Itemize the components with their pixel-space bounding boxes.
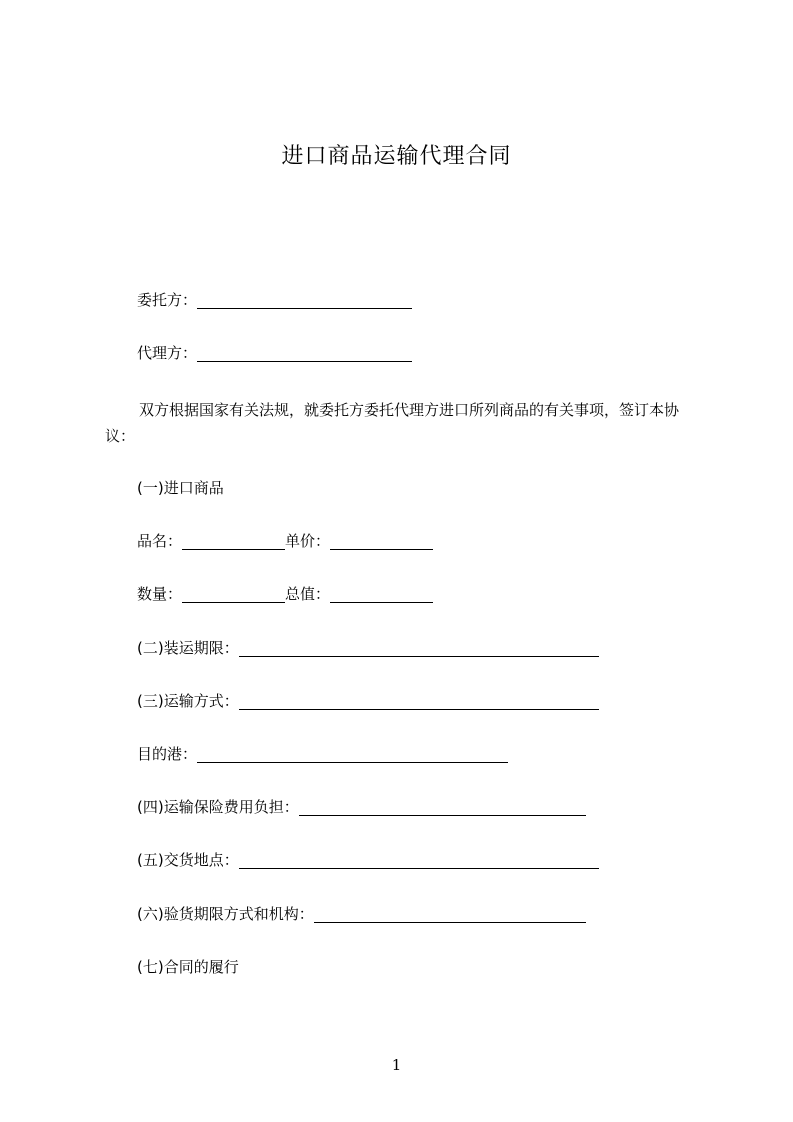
section-4-line	[137, 797, 586, 817]
unit-price-blank[interactable]	[330, 533, 433, 550]
section-2-label: (二)装运期限：	[137, 639, 239, 657]
destination-label: 目的港：	[137, 745, 198, 763]
section-4-label: (四)运输保险费用负担：	[137, 798, 299, 816]
inspection-blank[interactable]	[314, 906, 586, 923]
destination-blank[interactable]	[197, 746, 508, 763]
section-7-heading	[137, 957, 239, 977]
product-name-blank[interactable]	[182, 533, 285, 550]
transport-mode-blank[interactable]	[239, 693, 599, 710]
product-name-label: 品名：	[137, 532, 183, 550]
shipment-period-blank[interactable]	[239, 640, 599, 657]
section-1-heading	[137, 478, 224, 498]
agent-line	[137, 343, 412, 363]
client-blank[interactable]	[197, 292, 412, 309]
section-3-label: (三)运输方式：	[137, 692, 239, 710]
section-6-label: (六)验货期限方式和机构：	[137, 905, 314, 923]
section-6-line	[137, 904, 586, 924]
section-5-label: (五)交货地点：	[137, 851, 239, 869]
insurance-cost-blank[interactable]	[299, 799, 586, 816]
section-1-label: (一)进口商品	[137, 479, 224, 497]
destination-line	[137, 744, 508, 764]
section-2-line	[137, 638, 599, 658]
client-label: 委托方：	[137, 291, 198, 309]
delivery-place-blank[interactable]	[239, 852, 599, 869]
agent-label: 代理方：	[137, 344, 198, 362]
page-title: 进口商品运输代理合同	[281, 144, 512, 169]
total-value-blank[interactable]	[330, 586, 433, 603]
section-5-line	[137, 850, 599, 870]
section-3-line	[137, 691, 599, 711]
unit-price-label: 单价：	[285, 532, 331, 550]
client-line	[137, 290, 412, 310]
section-7-label: (七)合同的履行	[137, 958, 239, 976]
page-number: 1	[391, 1056, 402, 1074]
quantity-blank[interactable]	[182, 586, 285, 603]
agent-blank[interactable]	[197, 345, 412, 362]
quantity-total-line	[137, 584, 433, 604]
quantity-label: 数量：	[137, 585, 183, 603]
intro-paragraph: 双方根据国家有关法规，就委托方委托代理方进口所列商品的有关事项，签订本协议：	[105, 401, 680, 445]
product-price-line	[137, 531, 433, 551]
total-value-label: 总值：	[285, 585, 331, 603]
